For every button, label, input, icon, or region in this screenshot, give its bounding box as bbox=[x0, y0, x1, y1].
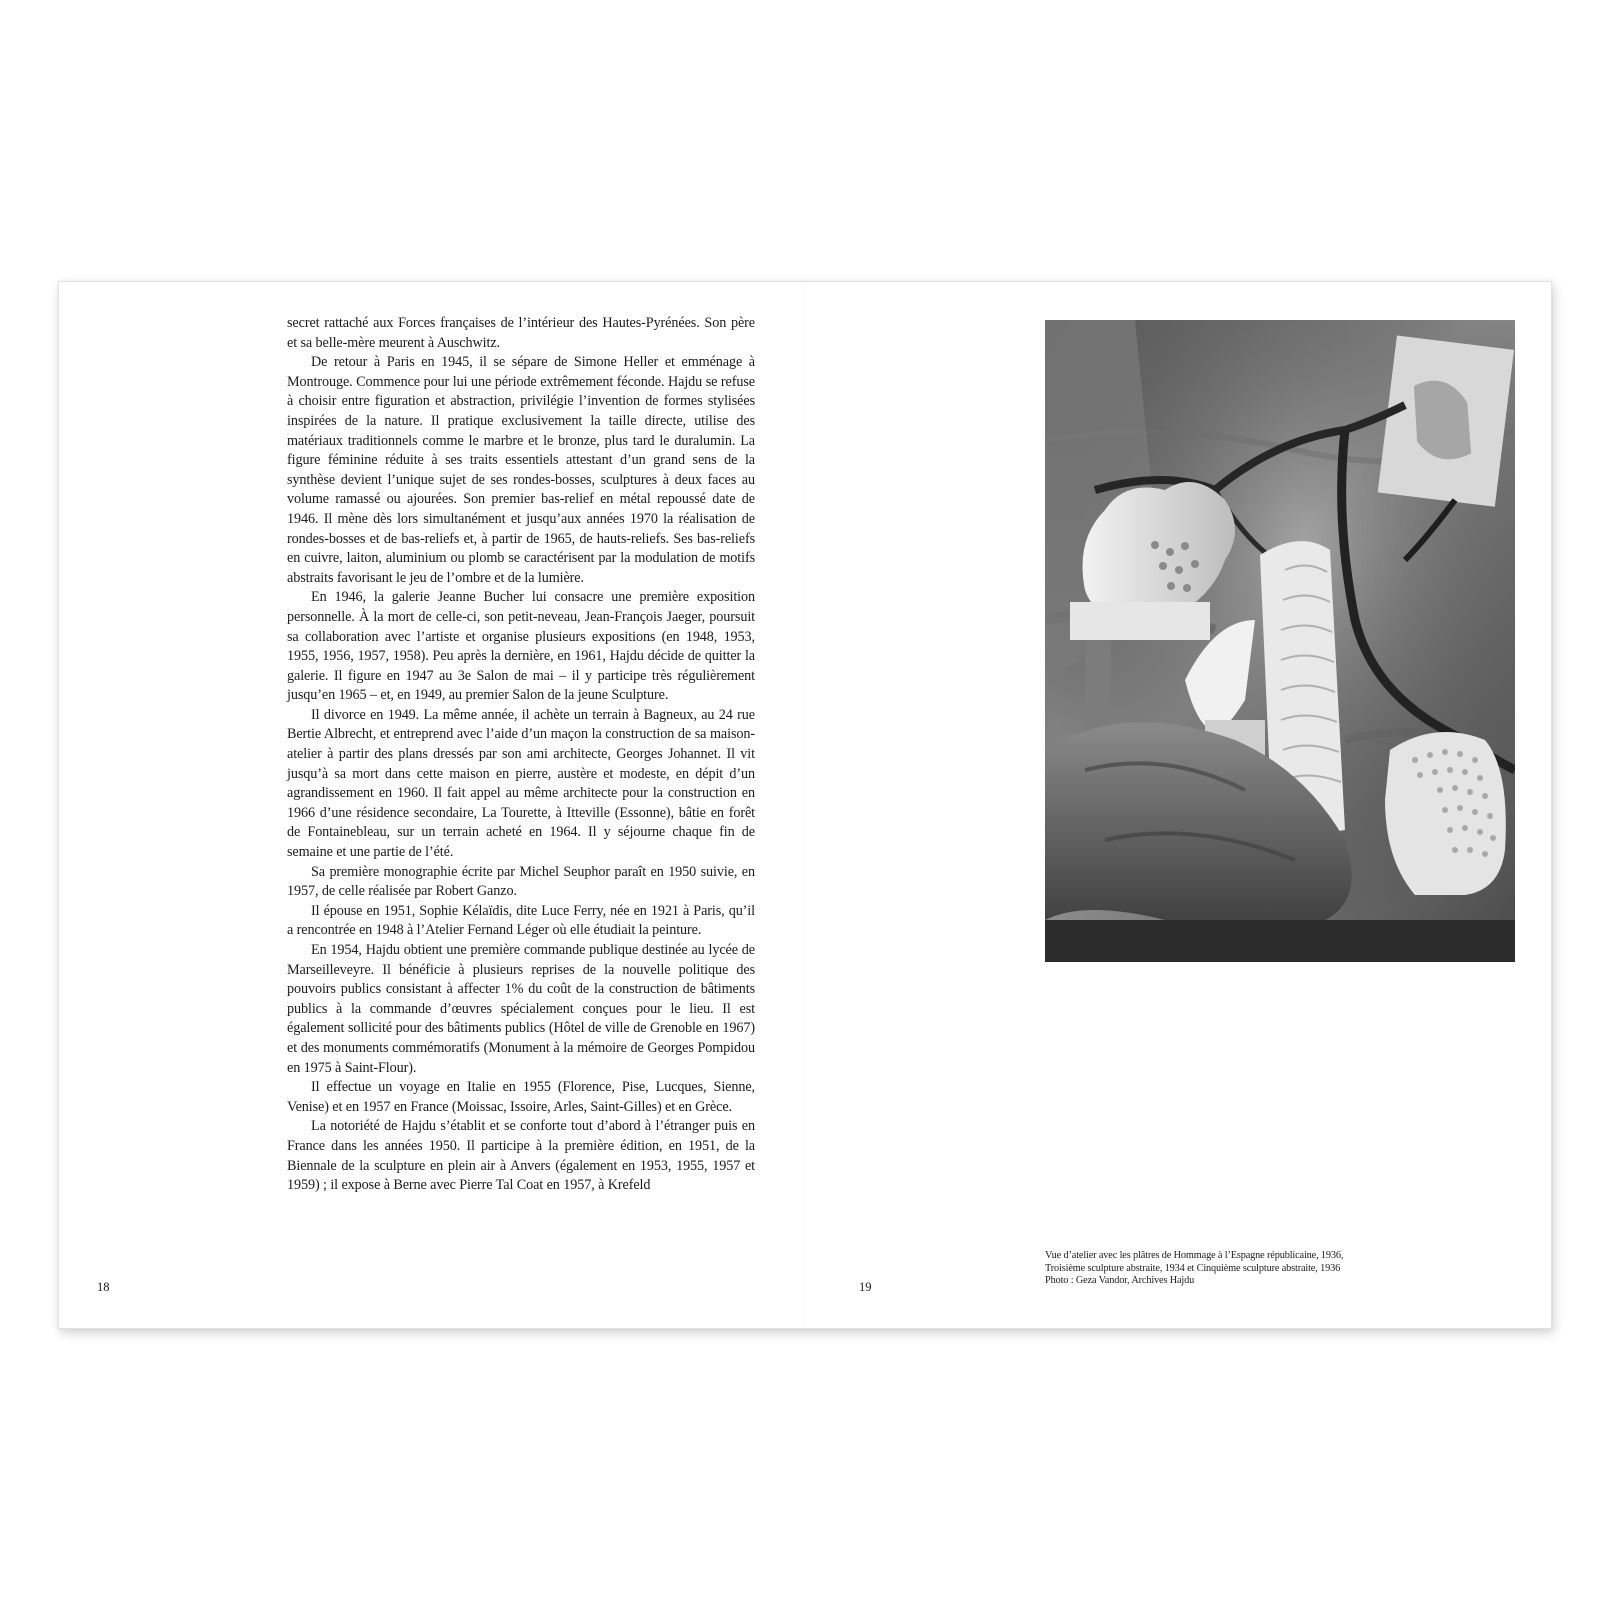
page-number-right: 19 bbox=[859, 1280, 872, 1294]
book-spread bbox=[58, 281, 1552, 1329]
caption-line: Troisième sculpture abstraite, 1934 et Cinquième sculpture abstraite, 1936 bbox=[1045, 1262, 1341, 1274]
paragraph: secret rattaché aux Forces françaises de l’intérieur des Hautes-Pyrénées. Son père et sa belle-mère meurent à Auschwitz. bbox=[287, 315, 755, 351]
atelier-photograph bbox=[1045, 320, 1515, 962]
gutter bbox=[805, 282, 806, 1328]
left-page-body-text bbox=[287, 314, 755, 1196]
paragraph: Sa première monographie écrite par Michel Seuphor paraît en 1950 suivie, en 1957, de celle réalisée par Robert Ganzo. bbox=[287, 863, 755, 900]
paragraph: En 1946, la galerie Jeanne Bucher lui consacre une première exposition personnelle. À la mort de celle-ci, son petit-neveau, Jean-François Jaeger, poursuit sa collaboration avec l’artiste et organise plusieurs expositions (en 1948, 1953, 1955, 1956, 1957, 1958). Peu après la dernière, en 1961, Hajdu décide de quitter la galerie. Il figure en 1947 au 3e Salon de mai – il y participe très régulièrement jusqu’en 1965 – et, en 1949, au premier Salon de la jeune Sculpture. bbox=[287, 589, 755, 704]
caption-line: Vue d’atelier avec les plâtres de Hommage à l’Espagne républicaine, 1936, bbox=[1045, 1250, 1344, 1261]
paragraph: Il divorce en 1949. La même année, il achète un terrain à Bagneux, au 24 rue Bertie Albrecht, et entreprend avec l’aide d’un maçon la construction de sa maison-atelier à partir des plans dressés par son ami architecte, Georges Johannet. Il vit jusqu’à sa mort dans cette maison en pierre, austère et modeste, en dépit d’un agrandissement en 1960. Il fait appel au même architecte pour la construction en 1966 d’une résidence secondaire, La Tourette, à Itteville (Essonne), bâtie en forêt de Fontainebleau, sur un terrain acheté en 1964. Il y séjourne chaque fin de semaine et une partie de l’été. bbox=[287, 706, 755, 861]
paragraph: Il épouse en 1951, Sophie Kélaïdis, dite Luce Ferry, née en 1921 à Paris, qu’il a rencontrée en 1948 à l’Atelier Fernand Léger où elle étudiait la peinture. bbox=[287, 902, 755, 939]
paragraph: La notoriété de Hajdu s’établit et se conforte tout d’abord à l’étranger puis en France dans les années 1950. Il participe à la première édition, en 1951, de la Biennale de la sculpture en plein air à Anvers (également en 1953, 1955, 1957 et 1959) ; il expose à Berne avec Pierre Tal Coat en 1957, à Krefeld bbox=[287, 1118, 755, 1194]
photo-caption bbox=[1045, 1250, 1535, 1288]
paragraph: De retour à Paris en 1945, il se sépare de Simone Heller et emménage à Montrouge. Commence pour lui une période extrêmement féconde. Hajdu se refuse à choisir entre figuration et abstraction, privilégie l’invention de formes stylisées inspirées de la nature. Il pratique exclusivement la taille directe, utilise des matériaux traditionnels comme le marbre et le bronze, plus tard le duralumin. La figure féminine réduite à ses traits essentiels attestant d’un grand sens de la synthèse devient l’unique sujet de ses rondes-bosses, sculptures à deux faces au volume ramassé ou ajourées. Son premier bas-relief en métal repoussé date de 1946. Il mène dès lors simultanément et jusqu’aux années 1970 la réalisation de rondes-bosses et de bas-reliefs et, à partir de 1965, de hauts-reliefs. Ses bas-reliefs en cuivre, laiton, aluminium ou plomb se caractérisent par la modulation de motifs abstraits favorisant le jeu de l’ombre et de la lumière. bbox=[287, 354, 755, 586]
paragraph: En 1954, Hajdu obtient une première commande publique destinée au lycée de Marseilleveyre. Il bénéficie à plusieurs reprises de la nouvelle politique des pouvoirs publics consistant à affecter 1% du coût de la construction de bâtiments publics à la commande d’œuvres spécialement conçues pour le lieu. Il est également sollicité pour des bâtiments publics (Hôtel de ville de Grenoble en 1967) et des monuments commémoratifs (Monument à la mémoire de Georges Pompidou en 1975 à Saint-Flour). bbox=[287, 942, 755, 1076]
atelier-photo-illustration bbox=[1045, 320, 1515, 962]
paragraph: Il effectue un voyage en Italie en 1955 (Florence, Pise, Lucques, Sienne, Venise) et en 1957 en France (Moissac, Issoire, Arles, Saint-Gilles) et en Grèce. bbox=[287, 1079, 755, 1115]
page-number-left: 18 bbox=[97, 1280, 110, 1294]
caption-credit: Photo : Geza Vandor, Archives Hajdu bbox=[1045, 1275, 1195, 1287]
